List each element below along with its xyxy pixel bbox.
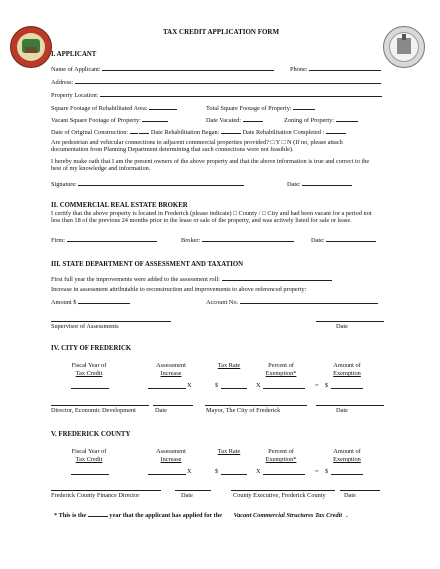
date-rehab-completed-label: Date Rehabilitation Completed :	[242, 129, 325, 136]
property-location-label: Property Location:	[51, 92, 99, 99]
broker-date-row	[311, 236, 376, 244]
mayor-date-label: Date	[336, 407, 348, 414]
city-taxrate-field[interactable]	[221, 388, 247, 389]
vacant-sqft-field[interactable]	[142, 116, 168, 122]
zoning-label: Zoning of Property:	[284, 117, 335, 124]
city-col-percent-2: Exemption*	[265, 370, 297, 378]
county-amount-field[interactable]	[331, 474, 363, 475]
county-dollar2-symbol: $	[325, 468, 329, 475]
address-field[interactable]	[75, 78, 381, 84]
county-col-fiscal-2: Tax Credit	[75, 456, 103, 464]
signature-field[interactable]	[78, 180, 244, 186]
executive-signature-line[interactable]	[231, 490, 335, 491]
director-date-label: Date	[155, 407, 167, 414]
city-col-taxrate-label: Tax Rate	[217, 362, 241, 369]
date-construction-label: Date of Original Construction:	[51, 129, 129, 136]
first-full-year-field[interactable]	[222, 275, 332, 281]
supervisor-label: Supervisor of Assessments	[51, 323, 119, 330]
city-col-assessment-1: Assessment	[156, 362, 186, 369]
account-field[interactable]	[240, 298, 378, 304]
firm-field[interactable]	[67, 236, 157, 242]
city-col-fiscal-1: Fiscal Year of	[71, 362, 107, 369]
city-col-fiscal-2: Tax Credit	[75, 370, 103, 378]
footnote-middle: year that the applicant has applied for the	[109, 512, 223, 519]
county-x2-symbol: X	[256, 468, 261, 475]
sqft-rehab-row	[51, 104, 177, 112]
county-seal-logo	[10, 26, 52, 68]
city-col-amount-1: Amount of	[333, 362, 361, 369]
vacant-sqft-row	[51, 116, 168, 124]
firm-row	[51, 236, 157, 244]
amount-field[interactable]	[78, 298, 130, 304]
county-col-percent-1: Percent of	[268, 448, 294, 455]
county-col-amount-2: Exemption	[333, 456, 361, 464]
name-of-applicant-label: Name of Applicant:	[51, 66, 101, 73]
mayor-label: Mayor, The City of Frederick	[206, 407, 281, 414]
oath-line2: best of my knowledge and information.	[51, 165, 151, 172]
amount-label: Amount $	[51, 299, 77, 306]
first-full-year-row	[51, 275, 332, 283]
city-fiscal-field[interactable]	[71, 388, 109, 389]
city-equals-symbol: =	[315, 382, 319, 389]
finance-date-label: Date	[181, 492, 193, 499]
broker-field[interactable]	[202, 236, 294, 242]
date-construction-field-1[interactable]	[130, 128, 138, 134]
account-row	[206, 298, 378, 306]
county-taxrate-field[interactable]	[221, 474, 247, 475]
supervisor-date-line[interactable]	[316, 321, 384, 322]
city-dollar2-symbol: $	[325, 382, 329, 389]
property-location-field[interactable]	[100, 91, 382, 97]
county-assessment-field[interactable]	[148, 474, 186, 475]
city-x-symbol: X	[187, 382, 192, 389]
section-city-heading: IV. CITY OF FREDERICK	[51, 345, 132, 352]
county-equals-symbol: =	[315, 468, 319, 475]
zoning-row	[284, 116, 358, 124]
city-col-assessment	[142, 363, 200, 378]
footnote-emphasis: Vacant Commercial Structures Tax Credit	[233, 512, 343, 519]
connections-options[interactable]: □ Y □ N (If no, please attach	[270, 139, 343, 146]
county-col-assessment-2: Increase	[160, 456, 182, 464]
director-date-line[interactable]	[153, 405, 193, 406]
zoning-field[interactable]	[336, 116, 358, 122]
city-col-fiscal	[60, 363, 118, 378]
date-rehab-began-label: Date Rehabilitation Began:	[150, 129, 220, 136]
signature-date-label: Date:	[287, 181, 301, 188]
broker-certify-line1: I certify that the above property is located in Frederick (please indicate) □ County / □ City and had been vacant for a period not	[51, 210, 372, 217]
form-title: TAX CREDIT APPLICATION FORM	[163, 28, 280, 36]
finance-signature-line[interactable]	[51, 490, 161, 491]
mayor-signature-line[interactable]	[205, 405, 307, 406]
county-col-amount	[318, 449, 376, 464]
county-dollar-symbol: $	[215, 468, 219, 475]
county-col-amount-1: Amount of	[333, 448, 361, 455]
supervisor-signature-line[interactable]	[51, 321, 171, 322]
amount-row	[51, 298, 130, 306]
first-full-year-label: First full year the improvements were added to the assessment roll:	[51, 276, 220, 283]
city-dollar-symbol: $	[215, 382, 219, 389]
city-seal-logo	[383, 26, 425, 68]
broker-label: Broker:	[181, 237, 201, 244]
broker-certify-line2: less than 18 of the previous 24 months prior to the lease or sale of the property, and was actively listed for sale or lease.	[51, 217, 352, 224]
footnote	[54, 511, 348, 519]
connections-line1: Are pedestrian and vehicular connections to adjacent commercial properties provided?	[51, 139, 270, 146]
firm-label: Firm:	[51, 237, 65, 244]
section-county-heading: V. FREDERICK COUNTY	[51, 431, 131, 438]
footnote-year-field[interactable]	[88, 511, 108, 517]
total-sqft-field[interactable]	[293, 104, 315, 110]
footnote-prefix: * This is the	[54, 512, 87, 519]
section-assessment-heading: III. STATE DEPARTMENT OF ASSESSMENT AND TAXATION	[51, 261, 244, 268]
date-vacated-row	[206, 116, 263, 124]
connections-line2: documentation from Planning Department determining that such connections were not feasible).	[51, 146, 294, 153]
dates-row	[51, 128, 346, 136]
city-col-amount-2: Exemption	[333, 370, 361, 378]
city-col-percent	[252, 363, 310, 378]
director-signature-line[interactable]	[51, 405, 149, 406]
vacant-sqft-label: Vacant Square Footage of Property:	[51, 117, 141, 124]
city-col-amount	[318, 363, 376, 378]
name-of-applicant-field[interactable]	[102, 65, 274, 71]
signature-label: Signature:	[51, 181, 77, 188]
broker-date-label: Date:	[311, 237, 325, 244]
total-sqft-label: Total Square Footage of Property:	[206, 105, 292, 112]
county-x-symbol: X	[187, 468, 192, 475]
supervisor-date-label: Date	[336, 323, 348, 330]
signature-date-field[interactable]	[302, 180, 352, 186]
section-broker-heading: II. COMMERCIAL REAL ESTATE BROKER	[51, 202, 188, 209]
mayor-date-line[interactable]	[316, 405, 384, 406]
county-col-taxrate	[208, 449, 250, 455]
city-col-percent-1: Percent of	[268, 362, 294, 369]
address-row	[51, 78, 381, 86]
broker-row	[181, 236, 294, 244]
city-assessment-field[interactable]	[148, 388, 186, 389]
date-rehab-began-field[interactable]	[221, 128, 241, 134]
county-col-assessment	[142, 449, 200, 464]
county-percent-field[interactable]	[263, 474, 305, 475]
phone-field[interactable]	[309, 65, 381, 71]
address-label: Address:	[51, 79, 74, 86]
increase-assessment-text: Increase in assessment attributable to reconstruction and improvements to above referenced property:	[51, 286, 307, 293]
date-construction-field-2[interactable]	[139, 128, 149, 134]
footnote-period: .	[346, 512, 348, 519]
executive-label: County Executive, Frederick County	[233, 492, 326, 499]
phone-label: Phone:	[290, 66, 308, 73]
county-fiscal-field[interactable]	[71, 474, 109, 475]
city-x2-symbol: X	[256, 382, 261, 389]
signature-row	[51, 180, 244, 188]
section-applicant-heading: I. APPLICANT	[51, 51, 97, 58]
city-percent-field[interactable]	[263, 388, 305, 389]
city-amount-field[interactable]	[331, 388, 363, 389]
total-sqft-row	[206, 104, 315, 112]
broker-date-field[interactable]	[326, 236, 376, 242]
director-label: Director, Economic Development	[51, 407, 136, 414]
county-col-percent	[252, 449, 310, 464]
county-col-percent-2: Exemption*	[265, 456, 297, 464]
date-rehab-completed-field[interactable]	[326, 128, 346, 134]
city-col-taxrate	[208, 363, 250, 369]
finance-date-line[interactable]	[175, 490, 211, 491]
date-vacated-field[interactable]	[243, 116, 263, 122]
oath-line1: I hereby make oath that I am the present owners of the above property and that the above information is true and correct to the	[51, 158, 370, 165]
date-vacated-label: Date Vacated:	[206, 117, 242, 124]
phone-row	[290, 65, 381, 73]
sqft-rehab-field[interactable]	[149, 104, 177, 110]
executive-date-label: Date	[344, 492, 356, 499]
sqft-rehab-label: Square Footage of Rehabilitated Area:	[51, 105, 148, 112]
county-col-fiscal	[60, 449, 118, 464]
county-col-assessment-1: Assessment	[156, 448, 186, 455]
executive-date-line[interactable]	[340, 490, 380, 491]
property-location-row	[51, 91, 382, 99]
finance-label: Frederick County Finance Director	[51, 492, 140, 499]
account-label: Account No.	[206, 299, 239, 306]
signature-date-row	[287, 180, 352, 188]
county-col-fiscal-1: Fiscal Year of	[71, 448, 107, 455]
city-col-assessment-2: Increase	[160, 370, 182, 378]
name-of-applicant-row	[51, 65, 274, 73]
county-col-taxrate-label: Tax Rate	[217, 448, 241, 455]
